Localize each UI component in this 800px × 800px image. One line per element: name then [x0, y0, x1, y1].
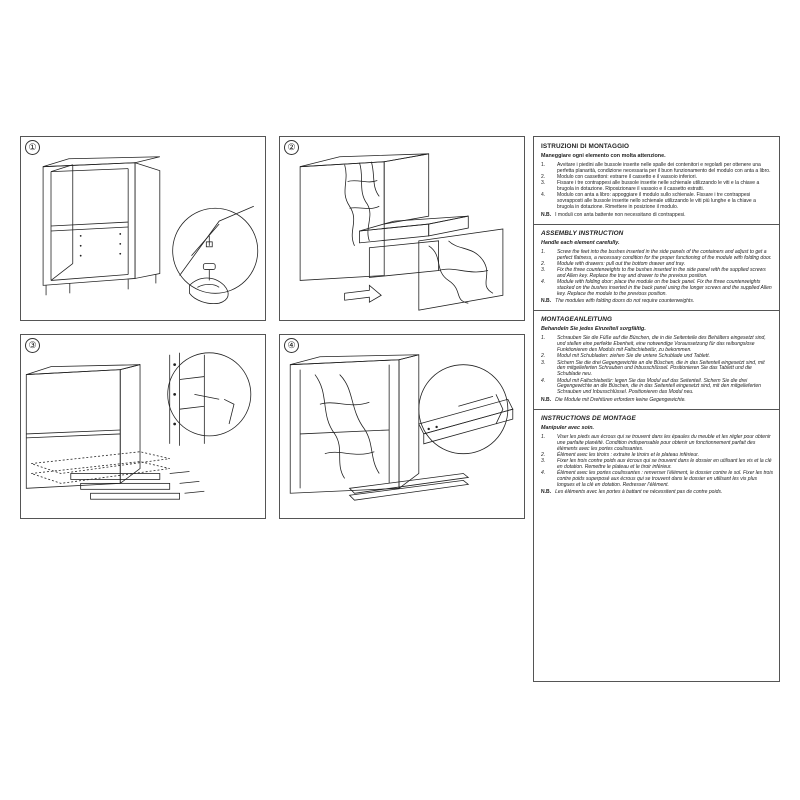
- instruction-list: [541, 435, 773, 489]
- section-german: [541, 316, 773, 402]
- step-4-illustration: [279, 334, 525, 519]
- cabinet-counterweights-drawing: [21, 335, 265, 518]
- list-item: 2. Élément avec les tiroirs : extraire le tiroirs et le plateau inférieur.: [541, 451, 700, 458]
- step-number-2: ②: [284, 140, 299, 155]
- section-divider: [534, 409, 779, 410]
- section-subtitle: Manipuler avec soin.: [541, 424, 595, 431]
- section-title: ISTRUZIONI DI MONTAGGIO: [541, 143, 630, 150]
- step-number-1: ①: [25, 140, 40, 155]
- step-number-3: ③: [25, 338, 40, 353]
- step-3-illustration: [20, 334, 266, 519]
- section-divider: [534, 224, 779, 225]
- list-item: 3. Fixer les trois contre poids aux écrous qui se trouvent dans le dossier en utilisant les vis et la clé en dotation. Remettre le plateau et le tiroir inférieur.: [541, 457, 772, 470]
- instruction-list: [541, 163, 773, 211]
- section-subtitle: Maneggiare ogni elemento con molta attenzione.: [541, 153, 666, 159]
- list-item: 2. Modulo con cassettoni: estrarre il cassetto e il vassoio inferiori.: [541, 174, 697, 181]
- section-italian: [541, 143, 773, 218]
- list-item: 4. Élément avec les portes coulissantes : renverser l’élément, le dossier contre le sol. Fixer les trois contre poids superposé aux écrous qui se trouvent dans le dossier en utilisant les vis plus longues et la clé en dotation. Redresser l’élément.: [541, 470, 773, 488]
- instructions-text-column: [533, 136, 780, 682]
- list-item: 1. Schrauben Sie die Füße auf die Büschen, die in die Seitenteile des Behälters eingesetzt sind, und stellen eine perfekte Ebenheit, eine notwendige Voraussetzung für das reibungslose Funktionieren des Moduls mit Faltschiebetür, zu bekommen.: [541, 335, 766, 354]
- section-title: MONTAGEANLEITUNG: [541, 316, 613, 324]
- step-number-4: ④: [284, 338, 299, 353]
- cabinet-folding-door-drawing: [280, 335, 524, 518]
- section-title: INSTRUCTIONS DE MONTAGE: [541, 414, 636, 422]
- nota-bene: N.B. Die Module mit Drehtüren erfordern keine Gegengewichte.: [541, 396, 686, 403]
- nota-bene: N.B. Les éléments avec les portes à battant ne nécessitent pas de contre poids.: [541, 489, 723, 496]
- list-item: 2. Modul mit Schubladen: ziehen Sie die untere Schublade und Tablett.: [541, 353, 711, 360]
- list-item: 1. Viser les pieds aux écrous qui se trouvent dans les épaules du meuble et les régler pour obtenir une parfaite planéité. Condition indispensable pour obtenir un fonctionnement parfait des éléments avec les portes coulissantes.: [541, 433, 771, 452]
- instruction-list: [541, 336, 773, 396]
- list-item: 4. Modul mit Faltschiebetür: legen Sie das Modul auf das Seitenteil. Sichern Sie die drei Gegengewichte an die Büschen, die in das Seitenteil eingesetzt sind, mit den mitgelieferten Schrauben und Inbusschlüssel. Positionieren das Modul neu.: [541, 377, 761, 396]
- section-subtitle: Behandeln Sie jedes Einzelteil sorgfältig.: [541, 326, 646, 333]
- step-1-illustration: [20, 136, 266, 321]
- list-item: 3. Fissare i tre contrappesi alle bussole inserite nelle schienale utilizzando le viti e la chiave a brugola in dotazione. Riposizionare il vassoio e il cassetto estratti.: [541, 180, 760, 193]
- list-item: 2. Module with drawers: pull out the bottom drawer and tray.: [541, 260, 686, 267]
- nota-bene: N.B. I moduli con anta battente non necessitano di contrappesi.: [541, 211, 686, 218]
- section-divider: [534, 310, 779, 311]
- list-item: 3. Fix the three counterweights to the bushes inserted in the side panel with the supplied screws and Allen key. Replace the tray and drawer to the previous position.: [541, 266, 766, 279]
- list-item: 1. Screw the feet into the bushes inserted in the side panels of the containers and adjust to get a perfect flatness, a necessary condition for the proper functioning of the module with folding door.: [541, 248, 772, 261]
- step-2-illustration: [279, 136, 525, 321]
- list-item: 4. Modulo con anta a libro: appoggiare il modulo sullo schienale. Fissare i tre contrappesi sovrapposti alle bussole inserite nello schienale utilizzando le viti più lunghe e la chiave a brugola in dotazione. Rimettere in posizione il modulo.: [541, 192, 756, 211]
- section-english: [541, 230, 773, 305]
- cabinet-drawer-removal-drawing: [280, 137, 524, 320]
- list-item: 3. Sichern Sie die drei Gegengewichte an die Büschen, die in das Seitenteil eingesetzt sind, mit den mitgelieferten Schrauben und Inbusschlüssel. Positionieren Sie das Tablett und die Schublade neu.: [541, 359, 765, 378]
- list-item: 1. Avvitare i piedini alle bussole inserite nelle spalle dei contenitori e regolarli per ottenere una perfetta planarità, condizione necessaria per il buon funzionamento del modulo con anta a libro.: [541, 162, 771, 174]
- section-french: [541, 415, 773, 496]
- instruction-list: [541, 250, 773, 298]
- section-title: ASSEMBLY INSTRUCTION: [541, 229, 624, 237]
- list-item: 4. Module with folding door: place the module on the back panel. Fix the three counterweights stacked on the bushes inserted in the back panel using the longer screws and the supplied Allen key. Replace the module to the previous position.: [541, 279, 772, 297]
- nota-bene: N.B. The modules with folding doors do not require counterweights.: [541, 298, 695, 305]
- cabinet-feet-drawing: [21, 137, 265, 320]
- section-subtitle: Handle each element carefully.: [541, 239, 620, 246]
